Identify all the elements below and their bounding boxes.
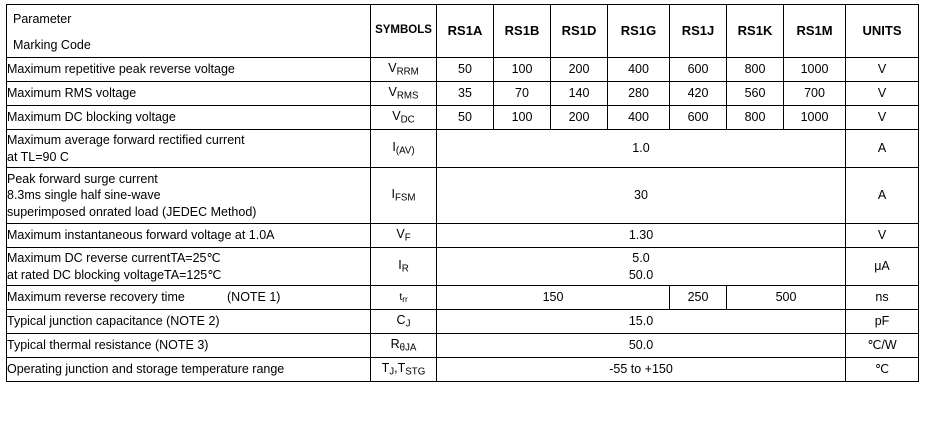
symbol-sub: DC <box>400 114 415 126</box>
table-header-row <box>7 5 919 58</box>
row-iav-parameter-line2: at TL=90 C <box>7 149 69 164</box>
header-symbols: SYMBOLS <box>371 5 437 58</box>
header-parameter-cell <box>7 5 371 58</box>
row-vdc-rs1m: 1000 <box>784 106 846 130</box>
row-tj-unit: ℃ <box>846 358 919 382</box>
electrical-characteristics-table <box>6 4 919 382</box>
row-vf-value: 1.30 <box>437 224 846 248</box>
row-iav-parameter-line1: Maximum average forward rectified current <box>7 133 245 148</box>
row-ir-condition2: TA=125℃ <box>164 267 222 282</box>
row-vrms-unit: V <box>846 82 919 106</box>
row-trr-parameter <box>7 286 371 310</box>
row-vdc-symbol <box>371 106 437 130</box>
row-trr-unit: ns <box>846 286 919 310</box>
symbol-main: R <box>390 337 400 352</box>
symbol-main: V <box>392 109 401 124</box>
table-row <box>7 358 919 382</box>
symbol-main: V <box>396 227 405 242</box>
symbol-sub: (AV) <box>395 145 415 157</box>
header-part-rs1k: RS1K <box>727 5 784 58</box>
row-ir-parameter-text1: Maximum DC reverse current <box>7 251 171 266</box>
row-vdc-rs1k: 800 <box>727 106 784 130</box>
row-trr-value-group3: 500 <box>727 286 846 310</box>
row-tj-symbol <box>371 358 437 382</box>
table-row <box>7 286 919 310</box>
table-row <box>7 106 919 130</box>
row-vdc-rs1a: 50 <box>437 106 494 130</box>
symbol-sub: J <box>389 366 395 378</box>
symbol-sub-2: STG <box>405 366 426 378</box>
row-trr-value-group1: 150 <box>437 286 670 310</box>
row-rthja-parameter: Typical thermal resistance (NOTE 3) <box>7 334 371 358</box>
symbol-sub: R <box>401 263 409 275</box>
row-vrrm-rs1j: 600 <box>670 58 727 82</box>
symbol-main-2: ,T <box>394 361 406 376</box>
row-vdc-parameter: Maximum DC blocking voltage <box>7 106 371 130</box>
table-row <box>7 82 919 106</box>
symbol-sub: F <box>404 232 411 244</box>
row-ir-condition1: TA=25℃ <box>170 251 221 266</box>
row-cj-unit: pF <box>846 310 919 334</box>
row-vrrm-parameter: Maximum repetitive peak reverse voltage <box>7 58 371 82</box>
symbol-sub: FSM <box>394 192 416 204</box>
row-cj-symbol <box>371 310 437 334</box>
symbol-main: I <box>392 140 396 155</box>
table-row <box>7 168 919 224</box>
row-ir-parameter-line1 <box>7 250 370 266</box>
row-ir-values <box>437 248 846 286</box>
row-trr-symbol <box>371 286 437 310</box>
header-part-rs1j: RS1J <box>670 5 727 58</box>
row-iav-unit: A <box>846 130 919 168</box>
row-ir-value2: 50.0 <box>628 267 654 282</box>
row-vrms-symbol <box>371 82 437 106</box>
row-vf-parameter: Maximum instantaneous forward voltage at 1.0A <box>7 224 371 248</box>
row-vrrm-rs1b: 100 <box>494 58 551 82</box>
table-row <box>7 310 919 334</box>
row-ifsm-parameter-line2: 8.3ms single half sine-wave <box>7 188 161 203</box>
table-row <box>7 334 919 358</box>
row-ifsm-symbol <box>371 168 437 224</box>
row-vdc-rs1g: 400 <box>608 106 670 130</box>
row-cj-value: 15.0 <box>437 310 846 334</box>
row-ifsm-parameter-line3: superimposed onrated load (JEDEC Method) <box>7 204 257 219</box>
row-vdc-rs1j: 600 <box>670 106 727 130</box>
symbol-sub: RMS <box>396 90 419 102</box>
row-ifsm-parameter <box>7 168 371 224</box>
row-vrrm-symbol <box>371 58 437 82</box>
row-vrms-rs1d: 140 <box>551 82 608 106</box>
header-part-rs1m: RS1M <box>784 5 846 58</box>
header-part-rs1d: RS1D <box>551 5 608 58</box>
row-vrms-rs1j: 420 <box>670 82 727 106</box>
row-cj-parameter: Typical junction capacitance (NOTE 2) <box>7 310 371 334</box>
row-iav-value: 1.0 <box>437 130 846 168</box>
row-ifsm-value: 30 <box>437 168 846 224</box>
row-ir-symbol <box>371 248 437 286</box>
table-row <box>7 224 919 248</box>
row-iav-parameter <box>7 130 371 168</box>
row-ifsm-unit: A <box>846 168 919 224</box>
row-ir-parameter-line2 <box>7 267 370 283</box>
row-vrrm-rs1d: 200 <box>551 58 608 82</box>
row-rthja-unit: ℃/W <box>846 334 919 358</box>
row-trr-value-group2: 250 <box>670 286 727 310</box>
symbol-main: I <box>398 258 402 273</box>
row-tj-parameter: Operating junction and storage temperature range <box>7 358 371 382</box>
row-rthja-symbol <box>371 334 437 358</box>
symbol-main: V <box>388 85 397 100</box>
row-vf-symbol <box>371 224 437 248</box>
row-tj-value: -55 to +150 <box>437 358 846 382</box>
row-ir-unit: μA <box>846 248 919 286</box>
table-row <box>7 58 919 82</box>
header-part-rs1b: RS1B <box>494 5 551 58</box>
row-vrms-rs1a: 35 <box>437 82 494 106</box>
row-vrrm-rs1k: 800 <box>727 58 784 82</box>
row-vrrm-rs1m: 1000 <box>784 58 846 82</box>
row-vf-unit: V <box>846 224 919 248</box>
row-vrrm-rs1a: 50 <box>437 58 494 82</box>
symbol-sub: J <box>405 318 411 330</box>
symbol-main: V <box>388 61 397 76</box>
row-ir-value1: 5.0 <box>632 251 650 266</box>
row-vrms-parameter: Maximum RMS voltage <box>7 82 371 106</box>
header-part-rs1g: RS1G <box>608 5 670 58</box>
row-vrms-rs1b: 70 <box>494 82 551 106</box>
table-row <box>7 130 919 168</box>
row-iav-symbol <box>371 130 437 168</box>
row-ifsm-parameter-line1: Peak forward surge current <box>7 171 158 186</box>
header-units: UNITS <box>846 5 919 58</box>
header-parameter-label: Parameter <box>13 11 72 26</box>
row-trr-parameter-text: Maximum reverse recovery time <box>7 290 185 305</box>
row-trr-note: (NOTE 1) <box>227 290 281 305</box>
table-row <box>7 248 919 286</box>
header-marking-code-label: Marking Code <box>13 38 91 52</box>
row-vrms-rs1g: 280 <box>608 82 670 106</box>
row-vrms-rs1k: 560 <box>727 82 784 106</box>
symbol-main: T <box>381 361 390 376</box>
symbol-main: t <box>399 290 403 303</box>
row-ir-parameter <box>7 248 371 286</box>
row-vrrm-unit: V <box>846 58 919 82</box>
row-vdc-rs1b: 100 <box>494 106 551 130</box>
row-vrrm-rs1g: 400 <box>608 58 670 82</box>
symbol-main: C <box>396 313 406 328</box>
symbol-sub: θJA <box>399 342 417 354</box>
row-rthja-value: 50.0 <box>437 334 846 358</box>
row-vrms-rs1m: 700 <box>784 82 846 106</box>
symbol-sub: RRM <box>396 66 419 78</box>
row-vdc-rs1d: 200 <box>551 106 608 130</box>
header-part-rs1a: RS1A <box>437 5 494 58</box>
row-ir-parameter-text2: at rated DC blocking voltage <box>7 267 165 282</box>
symbol-sub: rr <box>402 294 408 304</box>
row-vdc-unit: V <box>846 106 919 130</box>
symbol-main: I <box>391 187 395 202</box>
